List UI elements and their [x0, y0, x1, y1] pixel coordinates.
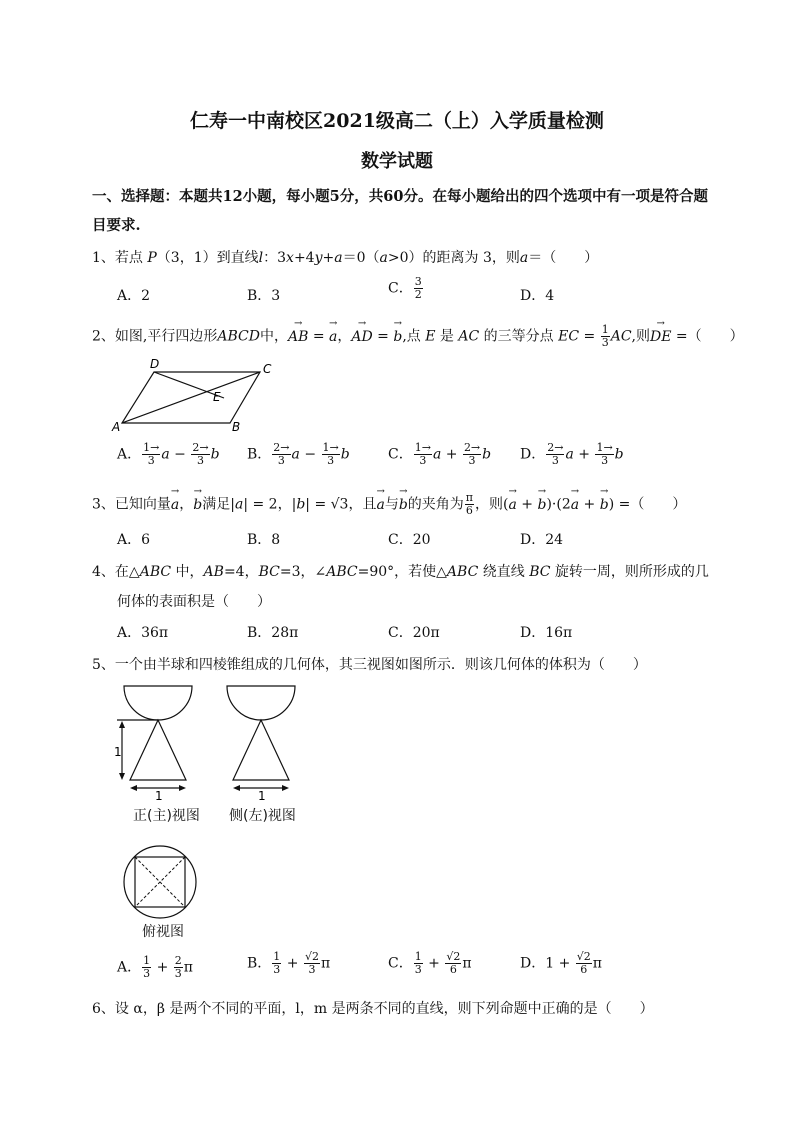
q4-option-c: C．20π [388, 625, 440, 641]
side-dim-width-label: 1 [258, 789, 266, 803]
front-triangle [130, 720, 186, 780]
side-triangle [233, 720, 289, 780]
q2-option-b: B． $\frac{2\to}{3}$ a − $\frac{1\to}{3}$ b [247, 441, 350, 467]
section-header-line1: 一、选择题：本题共12小题，每小题5分，共60分。在每小题给出的四个选项中有一项是符合题 [92, 188, 708, 205]
side-view-figure [220, 684, 310, 804]
question-6 [92, 998, 654, 1018]
question-3-number: 3、 [92, 496, 115, 513]
q3-option-d: D．24 [520, 532, 564, 548]
q4-option-d: D．16π [520, 625, 573, 641]
arrow-up-icon [119, 721, 125, 728]
q3-option-a: A．6 [117, 532, 151, 548]
arrow-left-icon [233, 785, 240, 791]
front-hemisphere [124, 686, 192, 720]
arrow-down-icon [119, 773, 125, 780]
question-4-number: 4、 [92, 564, 115, 580]
q1-option-a: A．2 [117, 288, 151, 304]
front-dim-height-label: 1 [114, 745, 122, 759]
question-5-number: 5、 [92, 657, 115, 673]
question-4-line2: 何体的表面积是（ ） [117, 594, 271, 610]
question-1-number: 1、 [92, 250, 115, 266]
question-2-text: 如图,平行四边形 [114, 328, 218, 345]
arrow-right-icon [282, 785, 289, 791]
q3-option-b: B．8 [247, 532, 281, 548]
q5-option-a: A． $\frac{1}{3}$ + $\frac{2}{3}$ π [117, 954, 193, 980]
question-5-text: 一个由半球和四棱锥组成的几何体，其三视图如图所示．则该几何体的体积为（ ） [114, 657, 647, 673]
side-hemisphere [227, 686, 295, 720]
q5-option-b: B． $\frac{1}{3}$ + $\frac{√2}{3}$ π [247, 950, 331, 976]
q2-option-a: A． $\frac{1\to}{3}$ a − $\frac{2\to}{3}$ b [117, 441, 220, 467]
label-d: D [150, 358, 160, 371]
question-1-text: 若点 [114, 250, 143, 266]
section-header-line2: 目要求. [92, 217, 141, 234]
question-2: 2、如图,平行四边形ABCD中，→ AB = → a，→ AD = → b,点 E 是 AC 的三等分点 EC = $\frac{1}{3}$ AC,则→ DE =（ ） [92, 324, 744, 349]
q1-option-d: D．4 [520, 288, 555, 304]
label-c: C [263, 362, 272, 376]
q1-option-b: B．3 [247, 288, 281, 304]
q5-option-c: C． $\frac{1}{3}$ + $\frac{√2}{6}$ π [388, 950, 472, 976]
label-e: E [213, 390, 221, 404]
question-6-text: 设 α，β 是两个不同的平面，l，m 是两条不同的直线，则下列命题中正确的是（ ） [114, 1001, 654, 1017]
q1-option-c: C． $\frac{3}{2}$ [388, 275, 422, 301]
question-5 [92, 654, 647, 674]
front-view-label: 正(主)视图 [133, 808, 200, 824]
front-view-figure [108, 684, 208, 804]
q2-option-d: D． $\frac{2\to}{3}$ a + $\frac{1\to}{3}$ b [520, 441, 624, 467]
question-2-number: 2、 [92, 328, 115, 345]
question-3: 3、已知向量→ a，→ b满足|a| = 2，|b| = √3，且→ a与→ b的夹角为 $\frac{\pi}{6}$ ，则(→ a + → b)·(2→ a + → b) =（ ） [92, 492, 686, 517]
exam-title: 仁寿一中南校区2021级高二（上）入学质量检测 [190, 110, 604, 132]
q2-option-c: C． $\frac{1\to}{3}$ a + $\frac{2\to}{3}$ b [388, 441, 492, 467]
parallelogram-figure [108, 358, 288, 434]
side-view-label: 侧(左)视图 [229, 808, 296, 824]
question-1: 1、若点 P（3，1）到直线l：3x+4y+a＝0（a>0）的距离为 3，则a＝（ ） [92, 250, 599, 266]
label-a: A [112, 420, 121, 434]
question-4: 4、在△ABC 中，AB=4，BC=3，∠ABC=90°，若使△ABC 绕直线 BC 旋转一周，则所形成的几 [92, 564, 709, 580]
label-b: B [232, 420, 241, 434]
arrow-right-icon [179, 785, 186, 791]
q3-option-c: C．20 [388, 532, 431, 548]
q4-option-b: B．28π [247, 625, 299, 641]
question-6-number: 6、 [92, 1001, 115, 1017]
top-view-label: 俯视图 [142, 924, 184, 940]
front-dim-width-label: 1 [155, 789, 163, 803]
q5-option-d: D．1 + $\frac{√2}{6}$ π [520, 950, 602, 976]
exam-subtitle: 数学试题 [361, 151, 433, 172]
arrow-left-icon [130, 785, 137, 791]
top-view-figure [120, 844, 200, 920]
diagonal-ac [122, 372, 260, 423]
q4-option-a: A．36π [117, 625, 169, 641]
